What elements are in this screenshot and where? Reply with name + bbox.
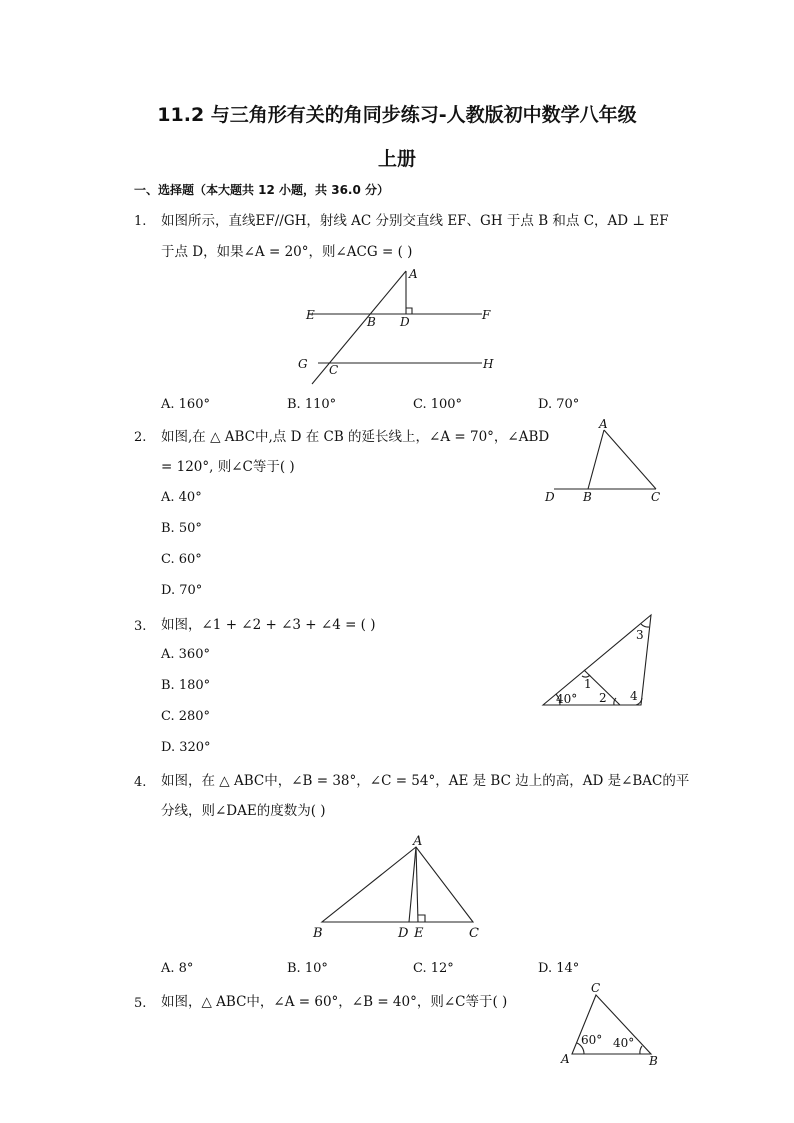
- question-2-line2: = 120°, 则∠C等于( ): [161, 459, 295, 475]
- label-g: G: [298, 357, 308, 371]
- segment-ab: [588, 430, 604, 489]
- document-title-line2: 上册: [377, 148, 416, 170]
- label-angle-2: 2: [599, 691, 607, 705]
- label-b: B: [313, 926, 323, 941]
- question-4-option-d[interactable]: D. 14°: [538, 961, 580, 976]
- label-angle-1: 1: [584, 677, 592, 691]
- label-b: B: [649, 1054, 658, 1068]
- question-1-option-b[interactable]: B. 110°: [287, 397, 337, 412]
- triangle-abc: [322, 847, 473, 922]
- question-2-figure: [540, 414, 670, 508]
- label-c: C: [469, 926, 479, 941]
- question-4-line2: 分线，则∠DAE的度数为( ): [161, 803, 326, 819]
- label-a: A: [413, 834, 423, 849]
- question-4-option-b[interactable]: B. 10°: [287, 961, 328, 976]
- label-angle-40: 40°: [613, 1036, 635, 1050]
- label-c: C: [651, 490, 661, 504]
- angle-arc-b: [640, 1046, 642, 1054]
- question-3-line1: 如图，∠1 + ∠2 + ∠3 + ∠4 = ( ): [161, 617, 376, 633]
- label-c: C: [591, 981, 601, 995]
- question-3-option-a[interactable]: A. 360°: [161, 647, 210, 662]
- question-3-figure: [538, 608, 660, 712]
- right-angle-mark: [406, 308, 412, 314]
- question-3-option-c[interactable]: C. 280°: [161, 709, 211, 724]
- right-angle-mark: [418, 915, 425, 922]
- question-4-figure: [306, 830, 492, 944]
- label-d: D: [400, 315, 410, 329]
- question-1-line1: 如图所示，直线EF//GH，射线 AC 分别交直线 EF、GH 于点 B 和点 C，AD ⊥ EF: [161, 213, 669, 229]
- label-angle-4: 4: [630, 689, 638, 703]
- question-1-number: 1.: [134, 214, 147, 229]
- question-5-line1: 如图，△ ABC中，∠A = 60°，∠B = 40°，则∠C等于( ): [161, 994, 508, 1010]
- label-a: A: [599, 417, 608, 431]
- label-angle-40: 40°: [556, 692, 578, 706]
- question-3-number: 3.: [134, 619, 147, 634]
- label-c: C: [329, 363, 339, 377]
- question-1-option-a[interactable]: A. 160°: [161, 397, 210, 412]
- segment-ad: [409, 847, 416, 922]
- label-a: A: [409, 267, 418, 281]
- ray-ac: [312, 271, 406, 384]
- document-title-line1: 11.2 与三角形有关的角同步练习-人教版初中数学八年级: [157, 104, 637, 126]
- question-5-figure: [556, 978, 662, 1070]
- label-d: D: [398, 926, 409, 941]
- question-2-line1: 如图,在 △ ABC中,点 D 在 CB 的延长线上，∠A = 70°，∠ABD: [161, 429, 550, 445]
- question-1-option-d[interactable]: D. 70°: [538, 397, 580, 412]
- question-2-option-d[interactable]: D. 70°: [161, 583, 203, 598]
- question-4-line1: 如图，在 △ ABC中，∠B = 38°，∠C = 54°，AE 是 BC 边上的高，AD 是∠BAC的平: [161, 773, 690, 789]
- label-b: B: [367, 315, 376, 329]
- question-2-number: 2.: [134, 430, 147, 445]
- question-2-option-a[interactable]: A. 40°: [161, 490, 202, 505]
- segment-ae: [416, 847, 418, 922]
- question-1-option-c[interactable]: C. 100°: [413, 397, 463, 412]
- section-header: 一、选择题（本大题共 12 小题，共 36.0 分）: [134, 183, 390, 197]
- label-e: E: [306, 308, 315, 322]
- label-h: H: [483, 357, 494, 371]
- question-1-line2: 于点 D，如果∠A = 20°，则∠ACG = ( ): [161, 244, 413, 260]
- question-4-option-a[interactable]: A. 8°: [161, 961, 194, 976]
- question-1-figure: [296, 262, 506, 390]
- label-b: B: [583, 490, 592, 504]
- label-f: F: [482, 308, 491, 322]
- question-2-option-b[interactable]: B. 50°: [161, 521, 202, 536]
- label-angle-60: 60°: [581, 1033, 603, 1047]
- question-3-option-d[interactable]: D. 320°: [161, 740, 211, 755]
- label-d: D: [545, 490, 555, 504]
- question-2-option-c[interactable]: C. 60°: [161, 552, 202, 567]
- label-a: A: [561, 1052, 570, 1066]
- question-3-option-b[interactable]: B. 180°: [161, 678, 211, 693]
- question-5-number: 5.: [134, 996, 147, 1011]
- question-4-option-c[interactable]: C. 12°: [413, 961, 454, 976]
- label-angle-3: 3: [636, 628, 644, 642]
- question-4-number: 4.: [134, 775, 147, 790]
- angle-arc-3: [641, 624, 649, 627]
- label-e: E: [414, 926, 424, 941]
- segment-ac: [604, 430, 656, 489]
